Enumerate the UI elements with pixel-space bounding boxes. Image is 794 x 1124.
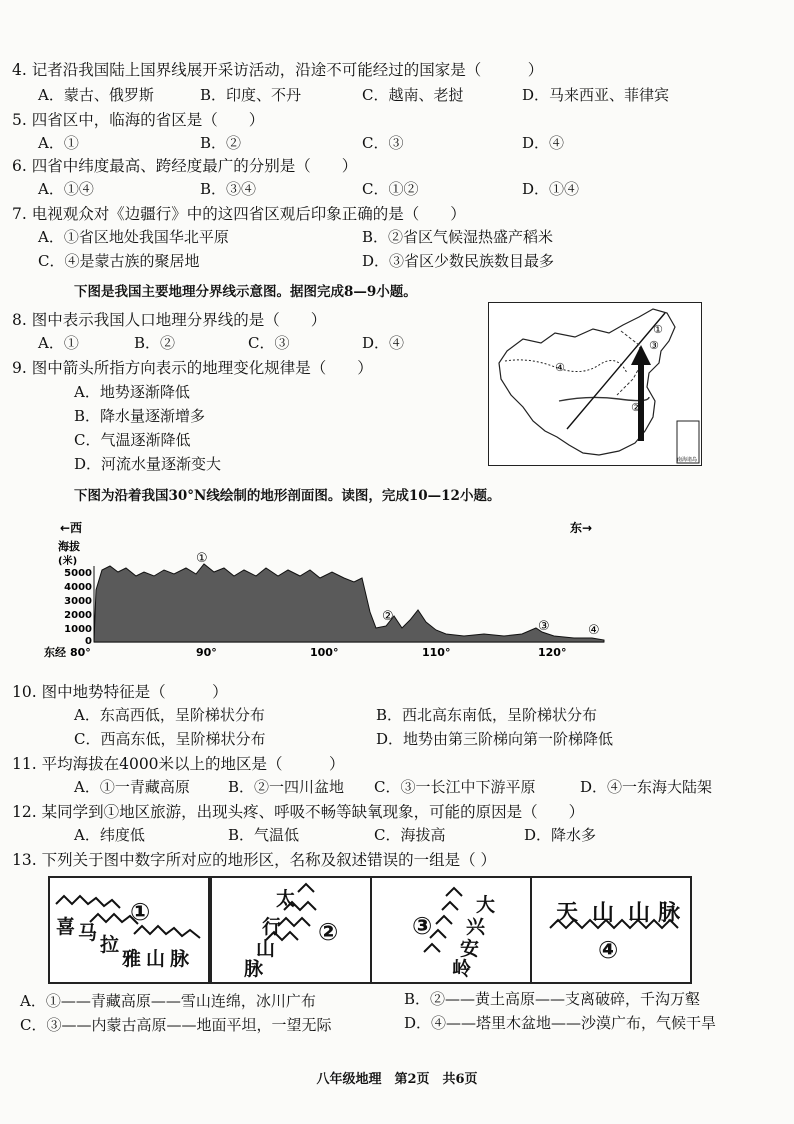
mountain-card-4 [530, 876, 692, 984]
page-footer: 八年级地理 第2页 共6页 [316, 1072, 478, 1087]
question-stem: 图中箭头所指方向表示的地理变化规律是（ ） [31, 359, 373, 377]
profile-marker-3: ③ [538, 619, 550, 634]
question-stem: 电视观众对《边疆行》中的这四省区观后印象正确的是（ ） [31, 205, 466, 223]
mountain-symbols [532, 878, 690, 982]
card-char: 喜 [56, 916, 76, 938]
x-tick: 100° [310, 646, 339, 659]
x-tick: 110° [422, 646, 451, 659]
card-char: 山 [592, 901, 615, 926]
y-tick: 4000 [64, 582, 92, 593]
card-char: 安 [460, 938, 480, 960]
question-number: 12. [12, 803, 37, 821]
q4-option-b[interactable]: B．印度、不丹 [200, 86, 302, 104]
q13-option-d[interactable]: D．④——塔里木盆地——沙漠广布，气候干旱 [404, 1014, 717, 1032]
y-tick: 5000 [64, 568, 92, 579]
question-5 [12, 108, 264, 130]
mountain-card-3 [370, 876, 532, 984]
q8-option-c[interactable]: C．③ [248, 334, 290, 352]
card-char: 山 [146, 948, 166, 970]
q8-option-b[interactable]: B．② [134, 334, 176, 352]
china-boundary-map [488, 302, 702, 466]
y-tick: 1000 [64, 624, 92, 635]
question-stem: 四省中纬度最高、跨经度最广的分别是（ ） [31, 157, 358, 175]
q9-option-d[interactable]: D．河流水量逐渐变大 [74, 455, 222, 473]
card-char: 脉 [170, 948, 190, 970]
q13-option-c[interactable]: C．③——内蒙古高原——地面平坦，一望无际 [20, 1016, 332, 1034]
question-stem: 平均海拔在4000米以上的地区是（ ） [41, 755, 345, 773]
q13-option-a[interactable]: A．①——青藏高原——雪山连绵，冰川广布 [20, 992, 316, 1010]
q8-option-a[interactable]: A．① [38, 334, 79, 352]
question-stem: 图中地势特征是（ ） [41, 683, 228, 701]
question-number: 7. [12, 205, 27, 223]
question-stem: 下列关于图中数字所对应的地形区，名称及叙述错误的一组是（ ） [41, 851, 497, 869]
card-char: 山 [628, 901, 651, 926]
question-number: 13. [12, 851, 37, 869]
card-char: 脉 [244, 958, 264, 980]
q6-option-a[interactable]: A．①④ [38, 180, 94, 198]
east-label: 东→ [570, 521, 593, 535]
profile-marker-1: ① [196, 551, 208, 566]
q9-option-a[interactable]: A．地势逐渐降低 [74, 383, 190, 401]
q4-option-d[interactable]: D．马来西亚、菲律宾 [522, 86, 670, 104]
q7-option-d[interactable]: D．③省区少数民族数目最多 [362, 252, 555, 270]
x-tick: 120° [538, 646, 567, 659]
card-char: 拉 [100, 934, 120, 956]
q5-option-b[interactable]: B．② [200, 134, 242, 152]
question-number: 6. [12, 157, 27, 175]
map-label-3: ③ [649, 339, 659, 352]
terrain-profile [44, 516, 614, 662]
q7-option-c[interactable]: C．④是蒙古族的聚居地 [38, 252, 200, 270]
q9-option-b[interactable]: B．降水量逐渐增多 [74, 407, 206, 425]
q10-option-d[interactable]: D．地势由第三阶梯向第一阶梯降低 [376, 730, 614, 748]
card-number: ① [130, 898, 151, 926]
direction-arrow-head [631, 345, 651, 365]
y-axis-label: 海拔 [58, 540, 80, 553]
card-char: 岭 [452, 958, 472, 980]
question-number: 10. [12, 683, 37, 701]
question-8 [12, 308, 326, 330]
question-11 [12, 752, 345, 774]
card-char: 兴 [466, 916, 486, 938]
q12-option-c[interactable]: C．海拔高 [374, 826, 446, 844]
question-stem: 四省区中，临海的省区是（ ） [31, 111, 265, 129]
question-6 [12, 154, 357, 176]
q10-option-b[interactable]: B．西北高东南低，呈阶梯状分布 [376, 706, 598, 724]
y-tick: 0 [85, 636, 92, 647]
inset-label: 南海诸岛 [677, 457, 698, 463]
question-12 [12, 800, 584, 822]
q5-option-d[interactable]: D．④ [522, 134, 565, 152]
profile-figure [44, 516, 614, 662]
q12-option-d[interactable]: D．降水多 [524, 826, 597, 844]
question-4 [12, 58, 543, 80]
q8-option-d[interactable]: D．④ [362, 334, 405, 352]
q11-option-b[interactable]: B．②一四川盆地 [228, 778, 345, 796]
question-7 [12, 202, 466, 224]
card-char: 马 [78, 922, 98, 944]
line-4 [505, 360, 627, 373]
q6-option-c[interactable]: C．①② [362, 180, 419, 198]
card-char: 天 [556, 901, 579, 926]
card-char: 大 [476, 894, 496, 916]
q5-option-c[interactable]: C．③ [362, 134, 404, 152]
terrain-fill [94, 564, 604, 642]
card-char: 山 [256, 938, 276, 960]
x-axis-prefix: 东经 [44, 646, 66, 659]
q4-option-c[interactable]: C．越南、老挝 [362, 86, 464, 104]
q7-option-b[interactable]: B．②省区气候湿热盛产稻米 [362, 228, 554, 246]
map-figure [489, 303, 701, 465]
mountain-card-1 [48, 876, 210, 984]
question-stem: 某同学到①地区旅游，出现头疼、呼吸不畅等缺氧现象，可能的原因是（ ） [41, 803, 585, 821]
q5-option-a[interactable]: A．① [38, 134, 79, 152]
map-label-2: ② [631, 401, 641, 414]
q11-option-c[interactable]: C．③一长江中下游平原 [374, 778, 536, 796]
west-label: ←西 [60, 521, 83, 535]
question-stem: 记者沿我国陆上国界线展开采访活动，沿途不可能经过的国家是（ ） [31, 61, 544, 79]
question-number: 11. [12, 755, 37, 773]
question-number: 5. [12, 111, 27, 129]
q4-option-a[interactable]: A．蒙古、俄罗斯 [38, 86, 154, 104]
card-char: 行 [262, 916, 282, 938]
q9-option-c[interactable]: C．气温逐渐降低 [74, 431, 191, 449]
map-label-1: ① [653, 323, 663, 336]
question-9 [12, 356, 373, 378]
x-tick: 80° [70, 646, 91, 659]
q11-option-d[interactable]: D．④一东海大陆架 [580, 778, 713, 796]
q7-option-a[interactable]: A．①省区地处我国华北平原 [38, 228, 229, 246]
card-number: ② [318, 918, 339, 946]
card-char: 太 [276, 888, 296, 910]
question-stem: 图中表示我国人口地理分界线的是（ ） [31, 311, 327, 329]
q10-option-a[interactable]: A．东高西低，呈阶梯状分布 [74, 706, 265, 724]
x-tick: 90° [196, 646, 217, 659]
card-number: ③ [412, 912, 433, 940]
question-10 [12, 680, 228, 702]
profile-instruction: 下图为沿着我国30°N线绘制的地形剖面图。读图，完成10—12小题。 [74, 488, 501, 504]
q11-option-a[interactable]: A．①一青藏高原 [74, 778, 190, 796]
q12-option-a[interactable]: A．纬度低 [74, 826, 145, 844]
profile-marker-4: ④ [588, 623, 600, 638]
y-tick: 3000 [64, 596, 92, 607]
card-char: 雅 [122, 948, 142, 970]
mountain-card-2 [210, 876, 372, 984]
profile-marker-2: ② [382, 609, 394, 624]
q10-option-c[interactable]: C．西高东低，呈阶梯状分布 [74, 730, 266, 748]
mountain-symbols [372, 878, 530, 982]
question-number: 8. [12, 311, 27, 329]
question-13 [12, 848, 496, 870]
q12-option-b[interactable]: B．气温低 [228, 826, 300, 844]
q6-option-b[interactable]: B．③④ [200, 180, 257, 198]
map-instruction: 下图是我国主要地理分界线示意图。据图完成8—9小题。 [74, 284, 417, 300]
china-outline [499, 309, 675, 455]
y-tick: 2000 [64, 610, 92, 621]
y-axis-unit: (米) [58, 556, 78, 567]
map-label-4: ④ [555, 361, 565, 374]
card-char: 脉 [658, 901, 681, 926]
q6-option-d[interactable]: D．①④ [522, 180, 580, 198]
q13-option-b[interactable]: B．②——黄土高原——支离破碎，千沟万壑 [404, 990, 701, 1008]
card-number: ④ [598, 936, 619, 964]
question-number: 9. [12, 359, 27, 377]
question-number: 4. [12, 61, 27, 79]
